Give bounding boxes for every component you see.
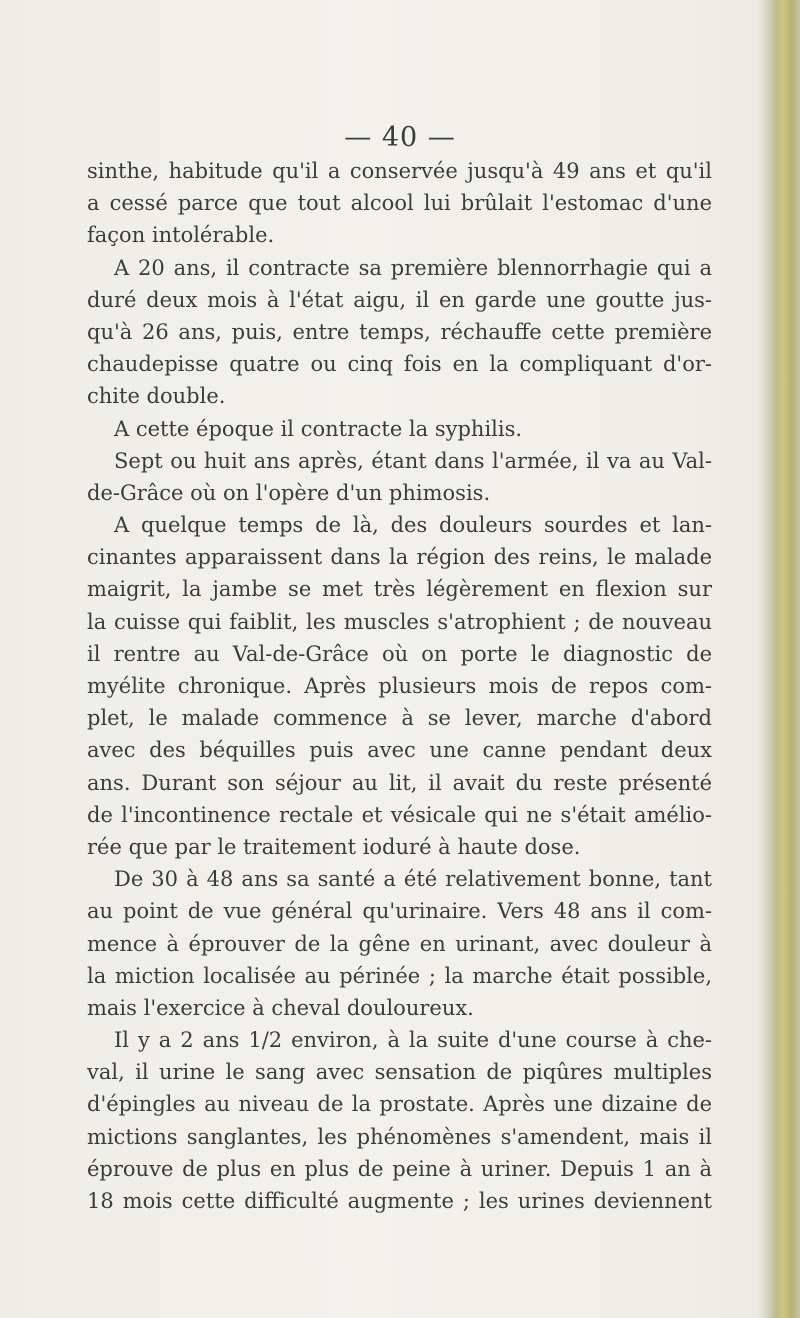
text-line: cinantes apparaissent dans la région des reins, le malade	[87, 545, 712, 570]
text-line: sinthe, habitude qu'il a conservée jusqu'à 49 ans et qu'il	[87, 159, 712, 183]
text-line: qu'à 26 ans, puis, entre temps, réchauffe cette première	[87, 319, 712, 344]
text-line: façon intolérable.	[87, 223, 275, 248]
text-line: myélite chronique. Après plusieurs mois de repos com-	[87, 674, 712, 698]
text-line: ans. Durant son séjour au lit, il avait du reste présenté	[87, 770, 712, 795]
text-line: mictions sanglantes, les phénomènes s'amendent, mais il	[87, 1124, 712, 1149]
text-line: A quelque temps de là, des douleurs sourdes et lan-	[114, 513, 712, 538]
text-line: éprouve de plus en plus de peine à uriner. Depuis 1 an à	[87, 1156, 712, 1181]
text-line: a cessé parce que tout alcool lui brûlait l'estomac d'une	[87, 191, 712, 216]
text-line: chite double.	[87, 384, 226, 409]
text-line: rée que par le traitement ioduré à haute dose.	[87, 834, 581, 859]
text-line: 18 mois cette difficulté augmente ; les urines deviennent	[87, 1189, 712, 1213]
text-line: Il y a 2 ans 1/2 environ, à la suite d'une course à che-	[114, 1028, 712, 1053]
text-line: au point de vue général qu'urinaire. Vers 48 ans il com-	[87, 899, 712, 924]
text-line: de-Grâce où on l'opère d'un phimosis.	[87, 480, 491, 505]
text-line: avec des béquilles puis avec une canne pendant deux	[87, 738, 712, 763]
text-line: duré deux mois à l'état aigu, il en garde une goutte jus-	[87, 287, 712, 312]
text-line: A 20 ans, il contracte sa première blennorrhagie qui a	[114, 255, 712, 280]
text-line: A cette époque il contracte la syphilis.	[114, 416, 523, 441]
text-line: il rentre au Val-de-Grâce où on porte le diagnostic de	[87, 641, 712, 666]
body-text	[87, 155, 712, 1217]
text-line: mais l'exercice à cheval douloureux.	[87, 995, 474, 1020]
page-number: — 40 —	[344, 122, 456, 153]
text-line: De 30 à 48 ans sa santé a été relativement bonne, tant	[114, 867, 712, 892]
text-line: la miction localisée au périnée ; la marche était possible,	[87, 963, 712, 988]
page-binding-edge	[758, 0, 800, 1318]
text-line: plet, le malade commence à se lever, marche d'abord	[87, 706, 712, 731]
text-line: mence à éprouver de la gêne en urinant, avec douleur à	[87, 931, 712, 956]
text-line: val, il urine le sang avec sensation de piqûres multiples	[87, 1060, 712, 1085]
text-line: la cuisse qui faiblit, les muscles s'atrophient ; de nouveau	[87, 609, 712, 634]
text-line: d'épingles au niveau de la prostate. Après une dizaine de	[87, 1092, 712, 1117]
text-line: de l'incontinence rectale et vésicale qui ne s'était amélio-	[87, 802, 712, 827]
text-line: Sept ou huit ans après, étant dans l'armée, il va au Val-	[114, 448, 712, 473]
text-line: maigrit, la jambe se met très légèrement en flexion sur	[87, 577, 712, 602]
text-line: chaudepisse quatre ou cinq fois en la compliquant d'or-	[87, 352, 712, 377]
